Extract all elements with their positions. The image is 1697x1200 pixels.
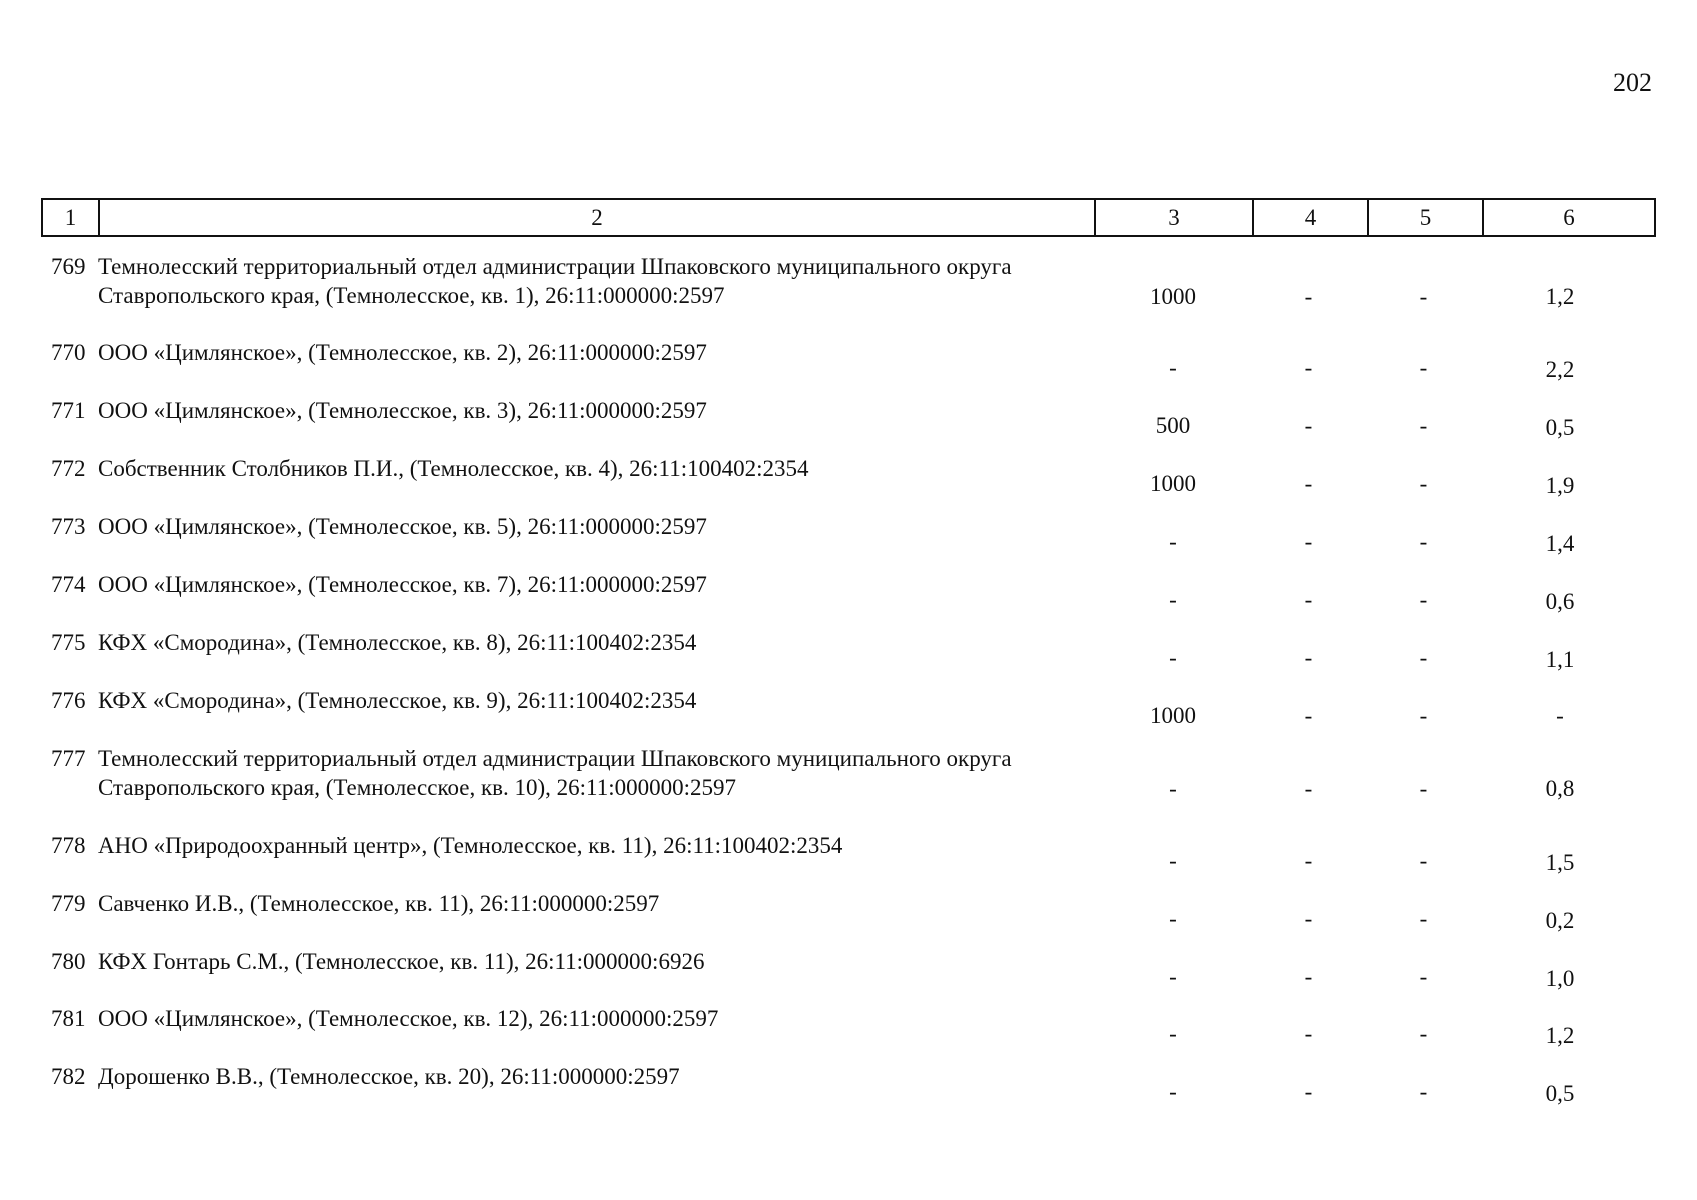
- row-col-6: -: [1556, 703, 1564, 728]
- row-col-4: -: [1304, 645, 1313, 670]
- row-number: 779: [51, 891, 86, 916]
- row-col-5: -: [1419, 703, 1428, 728]
- header-col-5: 5: [1368, 199, 1483, 236]
- row-col-5: -: [1419, 413, 1428, 438]
- row-description-line-1: КФХ Гонтарь С.М., (Темнолесское, кв. 11), 26:11:000000:6926: [98, 949, 705, 974]
- header-col-3: 3: [1095, 199, 1253, 236]
- row-col-4: -: [1304, 906, 1313, 931]
- row-description-line-1: АНО «Природоохранный центр», (Темнолесское, кв. 11), 26:11:100402:2354: [98, 833, 843, 858]
- row-number: 780: [51, 949, 86, 974]
- row-col-4: -: [1304, 529, 1313, 554]
- row-col-6: 0,8: [1545, 776, 1575, 801]
- row-description-line-1: ООО «Цимлянское», (Темнолесское, кв. 5), 26:11:000000:2597: [98, 514, 707, 539]
- row-col-3: -: [1169, 355, 1177, 380]
- row-col-4: -: [1304, 848, 1313, 873]
- row-col-5: -: [1419, 529, 1428, 554]
- row-col-3: 1000: [1150, 471, 1196, 496]
- row-col-6: 0,6: [1545, 589, 1575, 614]
- row-col-4: -: [1304, 284, 1313, 309]
- row-col-3: -: [1169, 906, 1177, 931]
- row-description-line-1: Савченко И.В., (Темнолесское, кв. 11), 26:11:000000:2597: [98, 891, 660, 916]
- row-col-4: -: [1304, 964, 1313, 989]
- row-col-5: -: [1419, 284, 1428, 309]
- header-col-6: 6: [1483, 199, 1655, 236]
- header-col-2: 2: [99, 199, 1095, 236]
- row-number: 771: [51, 398, 86, 423]
- row-number: 777: [51, 746, 86, 771]
- row-col-3: -: [1169, 645, 1177, 670]
- row-col-3: -: [1169, 964, 1177, 989]
- row-number: 773: [51, 514, 86, 539]
- row-col-5: -: [1419, 1079, 1428, 1104]
- row-col-3: 500: [1155, 413, 1191, 438]
- row-col-6: 0,2: [1545, 908, 1575, 933]
- row-col-5: -: [1419, 587, 1428, 612]
- row-col-4: -: [1304, 355, 1313, 380]
- row-col-3: -: [1169, 1021, 1177, 1046]
- row-col-3: 1000: [1150, 703, 1196, 728]
- row-col-5: -: [1419, 471, 1428, 496]
- row-number: 782: [51, 1064, 86, 1089]
- row-col-4: -: [1304, 587, 1313, 612]
- row-number: 775: [51, 630, 86, 655]
- row-col-6: 1,4: [1545, 531, 1575, 556]
- row-description-line-1: Темнолесский территориальный отдел администрации Шпаковского муниципального округа: [98, 254, 1012, 279]
- row-col-6: 0,5: [1545, 415, 1575, 440]
- row-description-line-2: Ставропольского края, (Темнолесское, кв. 10), 26:11:000000:2597: [98, 775, 736, 800]
- row-col-6: 0,5: [1545, 1081, 1575, 1106]
- row-description-line-1: ООО «Цимлянское», (Темнолесское, кв. 3), 26:11:000000:2597: [98, 398, 707, 423]
- row-description-line-1: Темнолесский территориальный отдел администрации Шпаковского муниципального округа: [98, 746, 1012, 771]
- row-description-line-1: Собственник Столбников П.И., (Темнолесское, кв. 4), 26:11:100402:2354: [98, 456, 809, 481]
- row-col-6: 1,1: [1545, 647, 1575, 672]
- row-description-line-1: КФХ «Смородина», (Темнолесское, кв. 9), 26:11:100402:2354: [98, 688, 697, 713]
- row-col-4: -: [1304, 471, 1313, 496]
- row-description-line-1: ООО «Цимлянское», (Темнолесское, кв. 7), 26:11:000000:2597: [98, 572, 707, 597]
- row-col-5: -: [1419, 1021, 1428, 1046]
- row-col-3: -: [1169, 1079, 1177, 1104]
- header-col-4: 4: [1253, 199, 1368, 236]
- header-col-1: 1: [42, 199, 99, 236]
- row-number: 769: [51, 254, 86, 279]
- row-col-5: -: [1419, 355, 1428, 380]
- row-col-4: -: [1304, 413, 1313, 438]
- row-description-line-1: ООО «Цимлянское», (Темнолесское, кв. 2), 26:11:000000:2597: [98, 340, 707, 365]
- row-col-3: -: [1169, 587, 1177, 612]
- row-col-5: -: [1419, 964, 1428, 989]
- row-number: 778: [51, 833, 86, 858]
- row-number: 772: [51, 456, 86, 481]
- row-number: 781: [51, 1006, 86, 1031]
- row-col-4: -: [1304, 1079, 1313, 1104]
- row-col-3: -: [1169, 848, 1177, 873]
- row-col-3: 1000: [1150, 284, 1196, 309]
- row-col-6: 1,9: [1545, 473, 1575, 498]
- row-col-3: -: [1169, 776, 1177, 801]
- page-number: 202: [1613, 68, 1652, 97]
- row-col-6: 1,0: [1545, 966, 1575, 991]
- row-col-6: 1,2: [1545, 1023, 1575, 1048]
- row-col-6: 1,2: [1545, 284, 1575, 309]
- row-number: 776: [51, 688, 86, 713]
- row-col-5: -: [1419, 645, 1428, 670]
- row-col-6: 2,2: [1545, 357, 1575, 382]
- row-col-4: -: [1304, 703, 1313, 728]
- row-col-6: 1,5: [1545, 850, 1575, 875]
- row-description-line-1: КФХ «Смородина», (Темнолесское, кв. 8), 26:11:100402:2354: [98, 630, 697, 655]
- row-description-line-2: Ставропольского края, (Темнолесское, кв. 1), 26:11:000000:2597: [98, 283, 725, 308]
- row-col-4: -: [1304, 1021, 1313, 1046]
- row-description-line-1: Дорошенко В.В., (Темнолесское, кв. 20), 26:11:000000:2597: [98, 1064, 680, 1089]
- row-number: 774: [51, 572, 86, 597]
- row-description-line-1: ООО «Цимлянское», (Темнолесское, кв. 12), 26:11:000000:2597: [98, 1006, 719, 1031]
- row-col-4: -: [1304, 776, 1313, 801]
- row-col-5: -: [1419, 906, 1428, 931]
- row-number: 770: [51, 340, 86, 365]
- row-col-5: -: [1419, 776, 1428, 801]
- row-col-3: -: [1169, 529, 1177, 554]
- row-col-5: -: [1419, 848, 1428, 873]
